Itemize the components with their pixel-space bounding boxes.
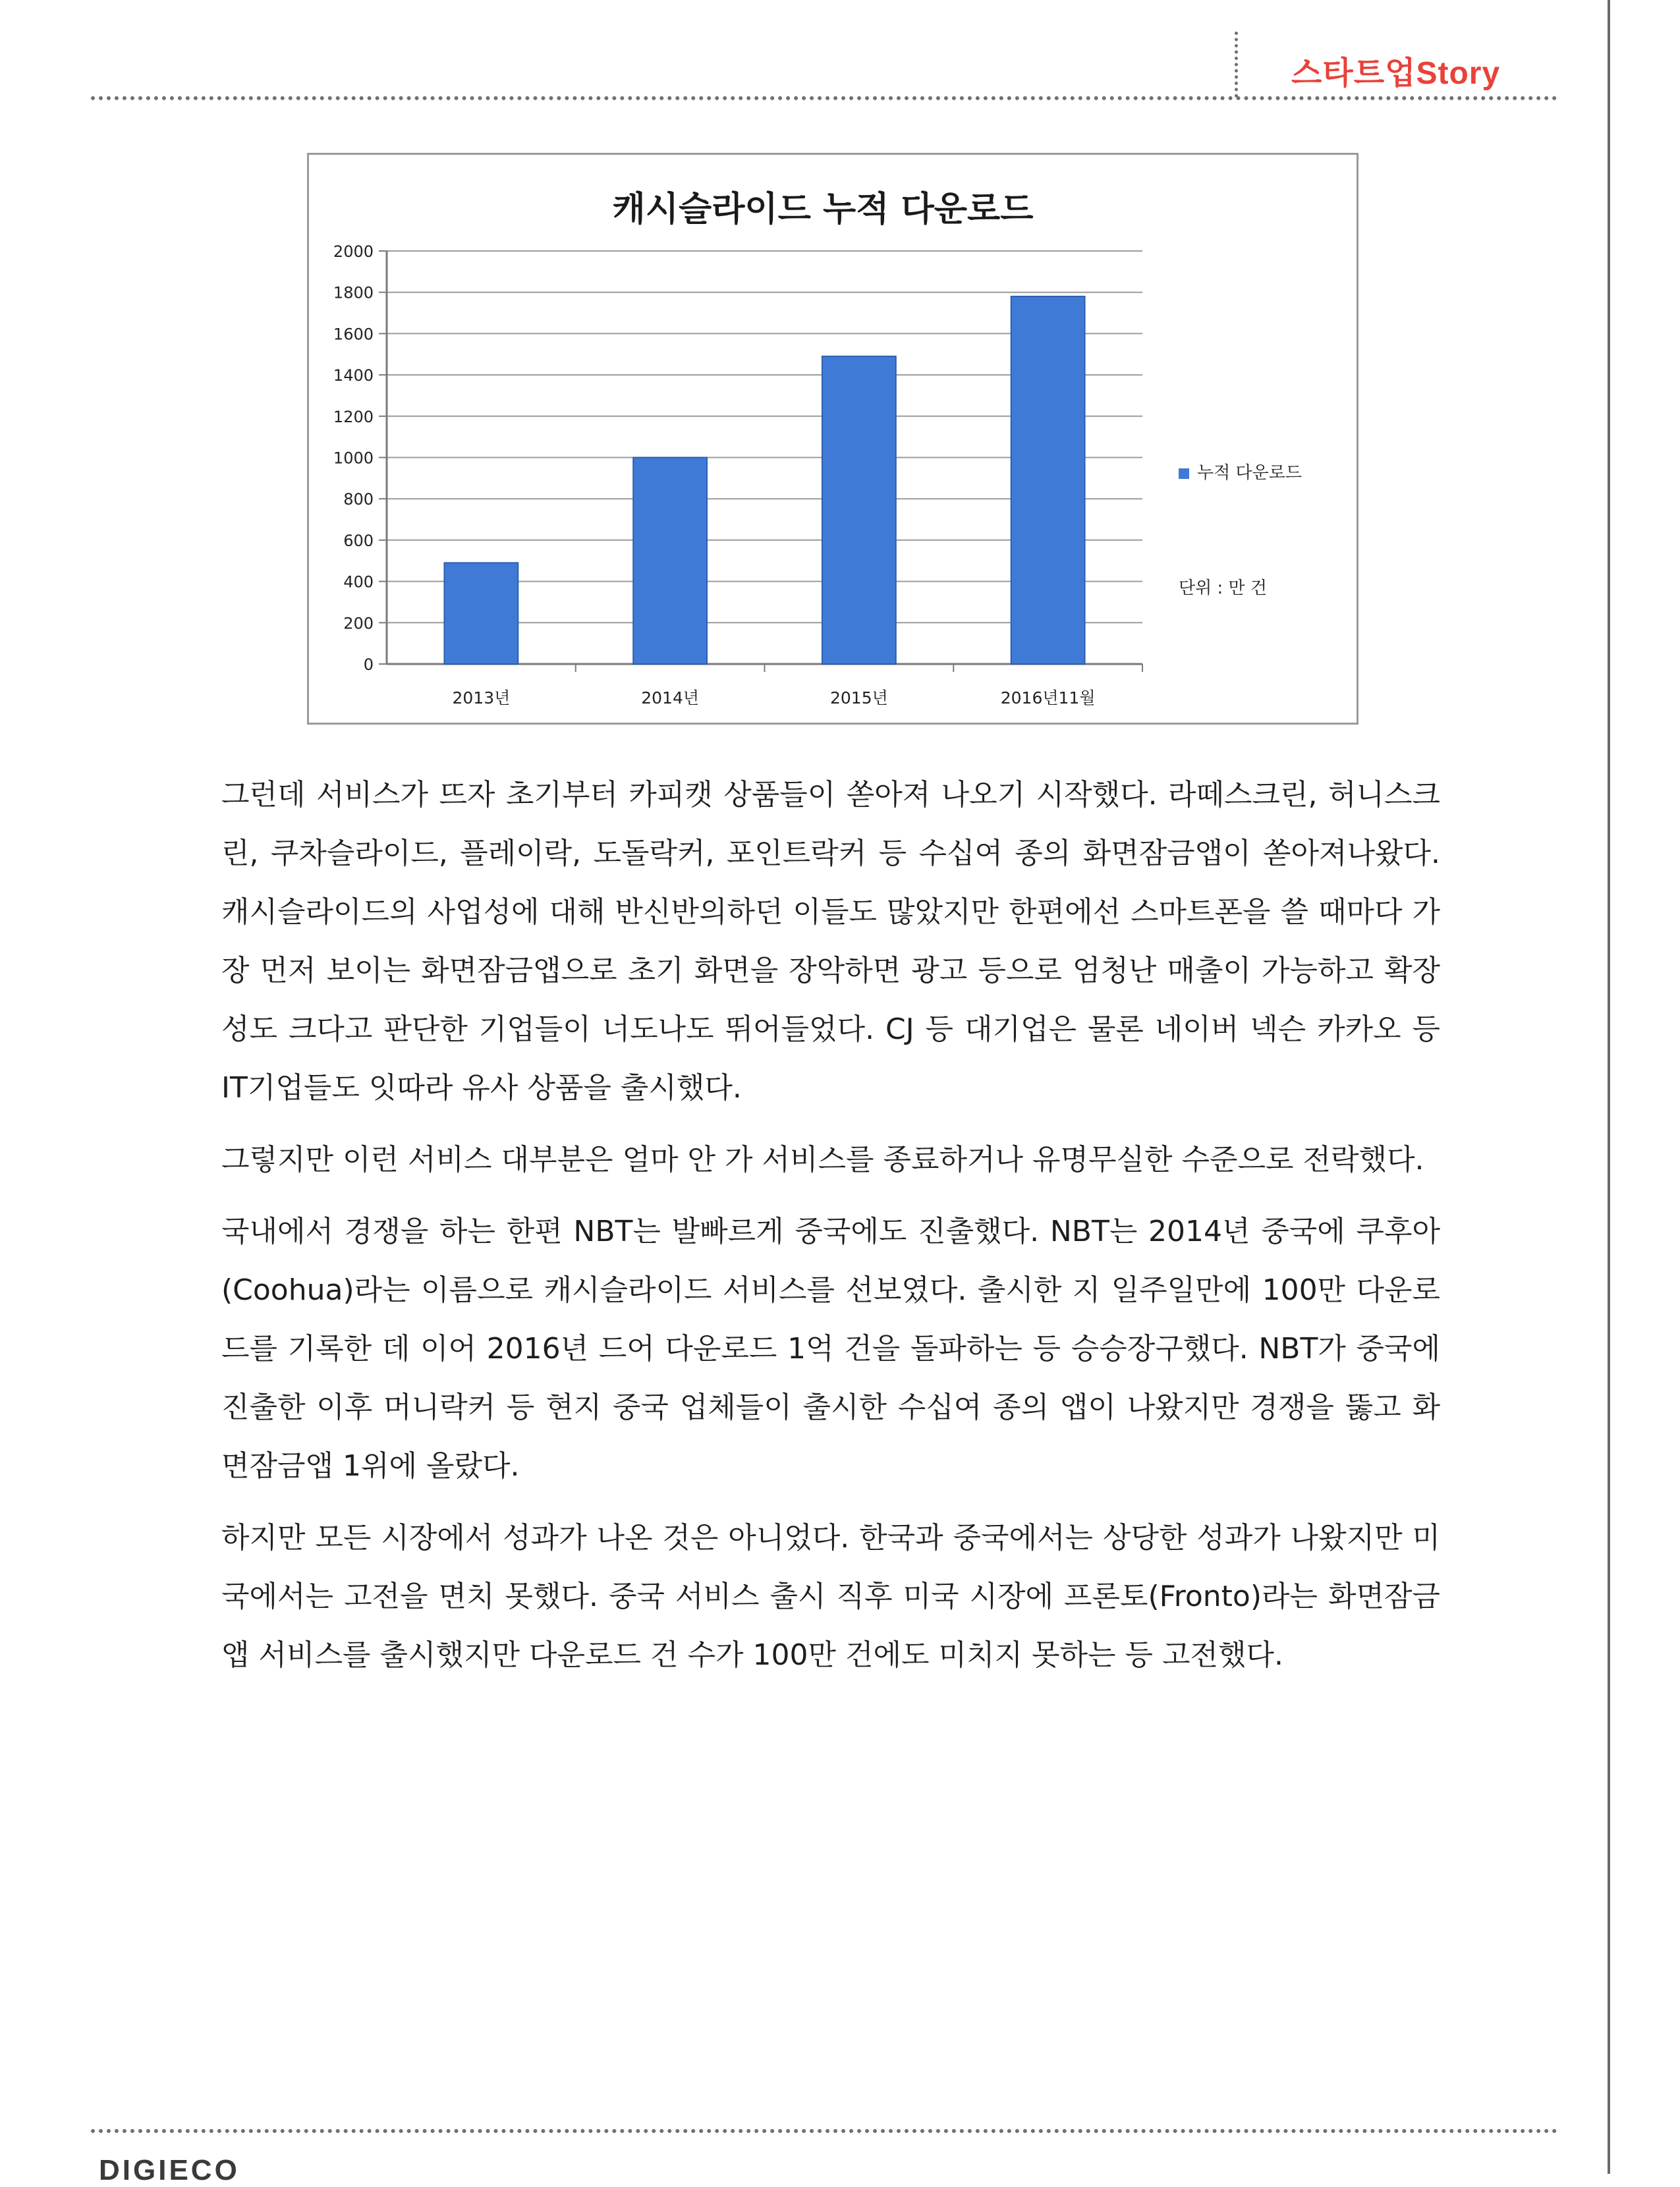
article-body	[221, 765, 1440, 1698]
y-tick-label: 2000	[333, 242, 374, 261]
unit-note: 단위 : 만 건	[1179, 578, 1268, 598]
y-tick-label: 0	[363, 655, 374, 674]
section-label: 스타트업Story	[1291, 56, 1501, 91]
y-tick-label: 600	[343, 531, 374, 550]
x-tick-label: 2015년	[829, 688, 888, 707]
page-edge-line	[1608, 0, 1610, 2174]
bar	[1011, 296, 1085, 664]
header-divider	[1235, 32, 1238, 97]
footer-logo: DIGIECO	[99, 2154, 240, 2186]
chart-title: 캐시슬라이드 누적 다운로드	[612, 190, 1034, 229]
x-tick-label: 2016년11월	[1000, 688, 1096, 707]
y-tick-label: 1400	[333, 366, 374, 385]
legend-label: 누적 다운로드	[1197, 463, 1302, 483]
y-tick-label: 1200	[333, 407, 374, 426]
bottom-rule	[91, 2129, 1557, 2133]
y-tick-label: 1600	[333, 325, 374, 344]
y-tick-label: 400	[343, 572, 374, 592]
chart-frame	[307, 153, 1358, 725]
y-tick-label: 800	[343, 490, 374, 509]
y-tick-label: 200	[343, 614, 374, 633]
x-tick-label: 2013년	[452, 688, 511, 707]
y-tick-label: 1000	[333, 449, 374, 468]
bar	[633, 458, 707, 665]
bar	[822, 356, 896, 664]
paragraph-4: 하지만 모든 시장에서 성과가 나온 것은 아니었다. 한국과 중국에서는 상당한 성과가 나왔지만 미국에서는 고전을 면치 못했다. 중국 서비스 출시 직후 미국 시장에 프론토(Fronto)라는 화면잠금앱 서비스를 출시했지만 다운로드 건 수가 100만 건에도 미치지 못하는 등 고전했다.	[221, 1521, 1440, 1672]
paragraph-3: 국내에서 경쟁을 하는 한편 NBT는 발빠르게 중국에도 진출했다. NBT는 2014년 중국에 쿠후아(Coohua)라는 이름으로 캐시슬라이드 서비스를 선보였다. 출시한 지 일주일만에 100만 다운로드를 기록한 데 이어 2016년 드어 다운로드 1억 건을 돌파하는 등 승승장구했다. NBT가 중국에 진출한 이후 머니락커 등 현지 중국 업체들이 출시한 수십여 종의 앱이 나왔지만 경쟁을 뚫고 화면잠금앱 1위에 올랐다.	[221, 1215, 1440, 1483]
paragraph-1: 그런데 서비스가 뜨자 초기부터 카피캣 상품들이 쏟아져 나오기 시작했다. 라떼스크린, 허니스크린, 쿠차슬라이드, 플레이락, 도돌락커, 포인트락커 등 수십여 종의 화면잠금앱이 쏟아져나왔다. 캐시슬라이드의 사업성에 대해 반신반의하던 이들도 많았지만 한편에선 스마트폰을 쓸 때마다 가장 먼저 보이는 화면잠금앱으로 초기 화면을 장악하면 광고 등으로 엄청난 매출이 가능하고 확장성도 크다고 판단한 기업들이 너도나도 뛰어들었다. CJ 등 대기업은 물론 네이버 넥슨 카카오 등 IT기업들도 잇따라 유사 상품을 출시했다.	[221, 778, 1440, 1105]
bar	[444, 563, 518, 664]
top-rule	[91, 96, 1557, 100]
x-tick-label: 2014년	[641, 688, 700, 707]
legend-swatch	[1179, 468, 1189, 479]
paragraph-2: 그렇지만 이런 서비스 대부분은 얼마 안 가 서비스를 종료하거나 유명무실한 수준으로 전락했다.	[221, 1143, 1424, 1177]
bar-chart	[309, 155, 1357, 723]
y-tick-label: 1800	[333, 283, 374, 302]
